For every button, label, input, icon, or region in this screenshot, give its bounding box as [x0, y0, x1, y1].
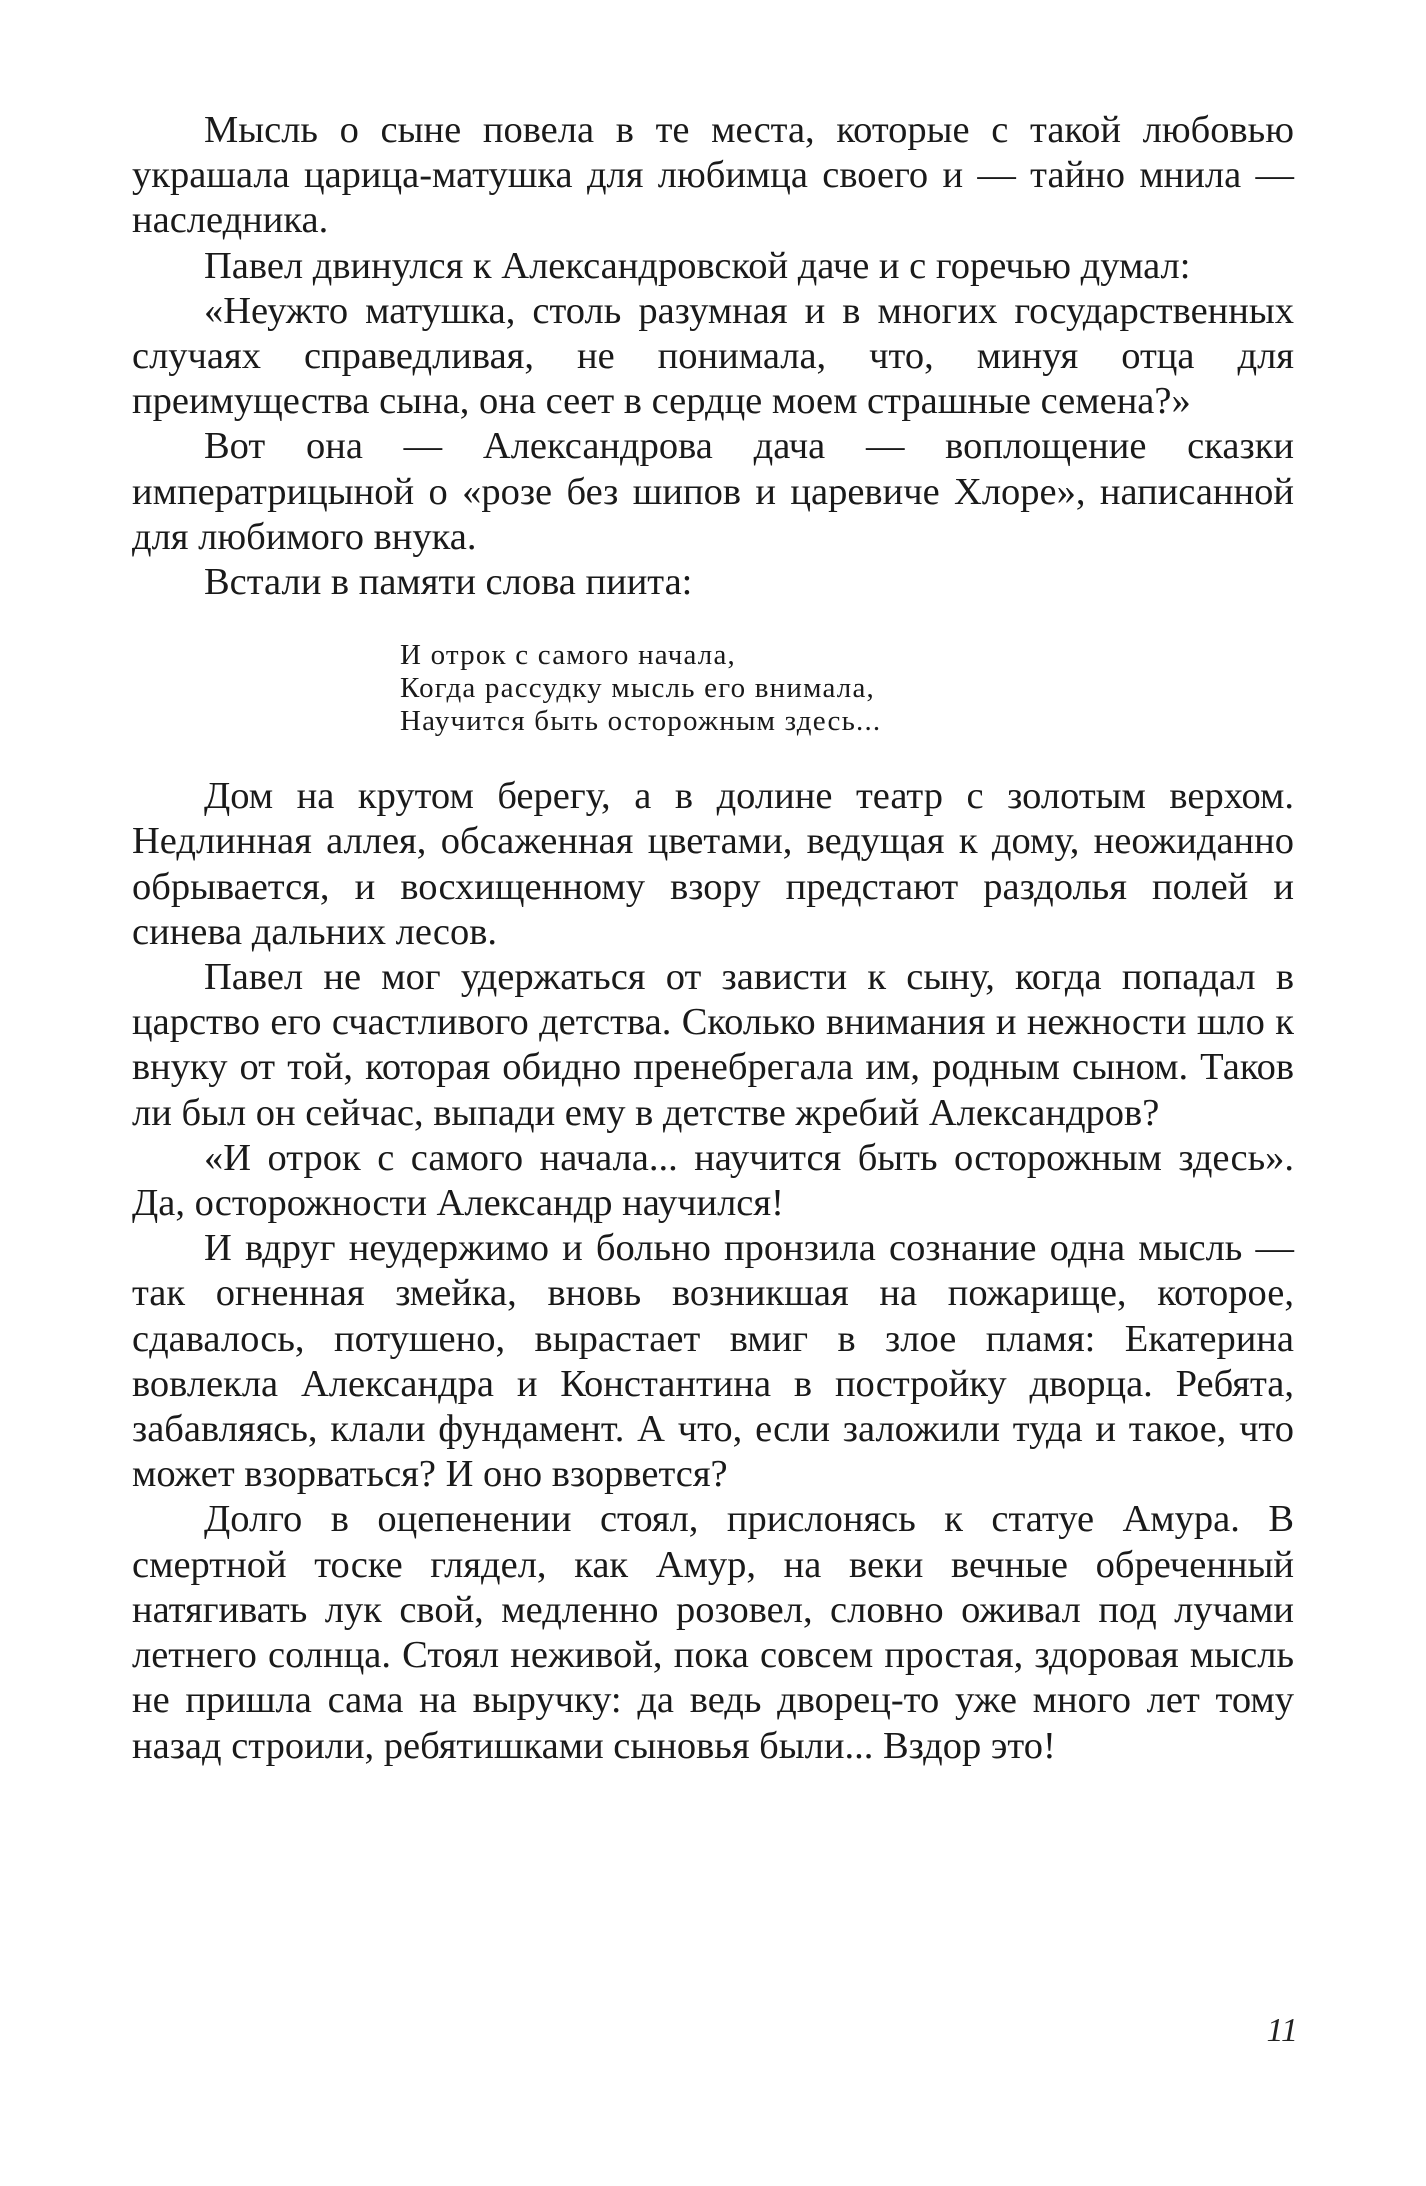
page-number: 11	[1266, 2012, 1298, 2049]
paragraph: Дом на крутом берегу, а в долине театр с золотым верхом. Недлинная аллея, обсаженная цветами, ведущая к дому, неожиданно обрывается, и восхищенному взору предстают раздолья полей и синева дальних лесов.	[132, 775, 1294, 953]
paragraph: «Неужто матушка, столь разумная и в многих государственных случаях справедливая, не понимала, что, минуя отца для преимущества сына, она сеет в сердце моем страшные семена?»	[132, 289, 1294, 423]
paragraph: Павел двинулся к Александровской даче и с горечью думал:	[204, 244, 1191, 287]
paragraph: Вот она — Александрова дача — воплощение сказки императрицыной о «розе без шипов и царевиче Хлоре», написанной для любимого внука.	[132, 425, 1294, 558]
paragraph: Долго в оцепенении стоял, прислонясь к статуе Амура. В смертной тоске глядел, как Амур, на веки вечные обреченный натягивать лук свой, медленно розовел, словно оживал под лучами летнего солнца. Стоял неживой, пока совсем простая, здоровая мысль не пришла сама на выручку: да ведь дворец-то уже много лет тому назад строили, ребятишками сыновья были... Вздор это!	[132, 1498, 1294, 1767]
verse-quote	[400, 639, 1294, 738]
book-page	[132, 108, 1294, 1769]
verse-line: И отрок с самого начала,	[400, 639, 737, 672]
paragraph: «И отрок с самого начала... научится быть осторожным здесь». Да, осторожности Александр научился!	[132, 1136, 1294, 1225]
paragraph: Мысль о сыне повела в те места, которые с такой любовью украшала царица-матушка для любимца своего и — тайно мнила — наследника.	[132, 109, 1294, 242]
paragraph: Павел не мог удержаться от зависти к сыну, когда попадал в царство его счастливого детства. Сколько внимания и нежности шло к внуку от той, которая обидно пренебрегала им, родным сыном. Таков ли был он сейчас, выпади ему в детстве жребий Александров?	[132, 956, 1294, 1134]
paragraph: Встали в памяти слова пиита:	[204, 561, 693, 604]
verse-line: Научится быть осторожным здесь...	[400, 705, 882, 738]
paragraph: И вдруг неудержимо и больно пронзила сознание одна мысль — так огненная змейка, вновь возникшая на пожарище, которое, сдавалось, потушено, вырастает вмиг в злое пламя: Екатерина вовлекла Александра и Константина в постройку дворца. Ребята, забавляясь, клали фундамент. А что, если заложили туда и такое, что может взорваться? И оно взорвется?	[132, 1227, 1294, 1496]
verse-line: Когда рассудку мысль его внимала,	[400, 672, 875, 705]
